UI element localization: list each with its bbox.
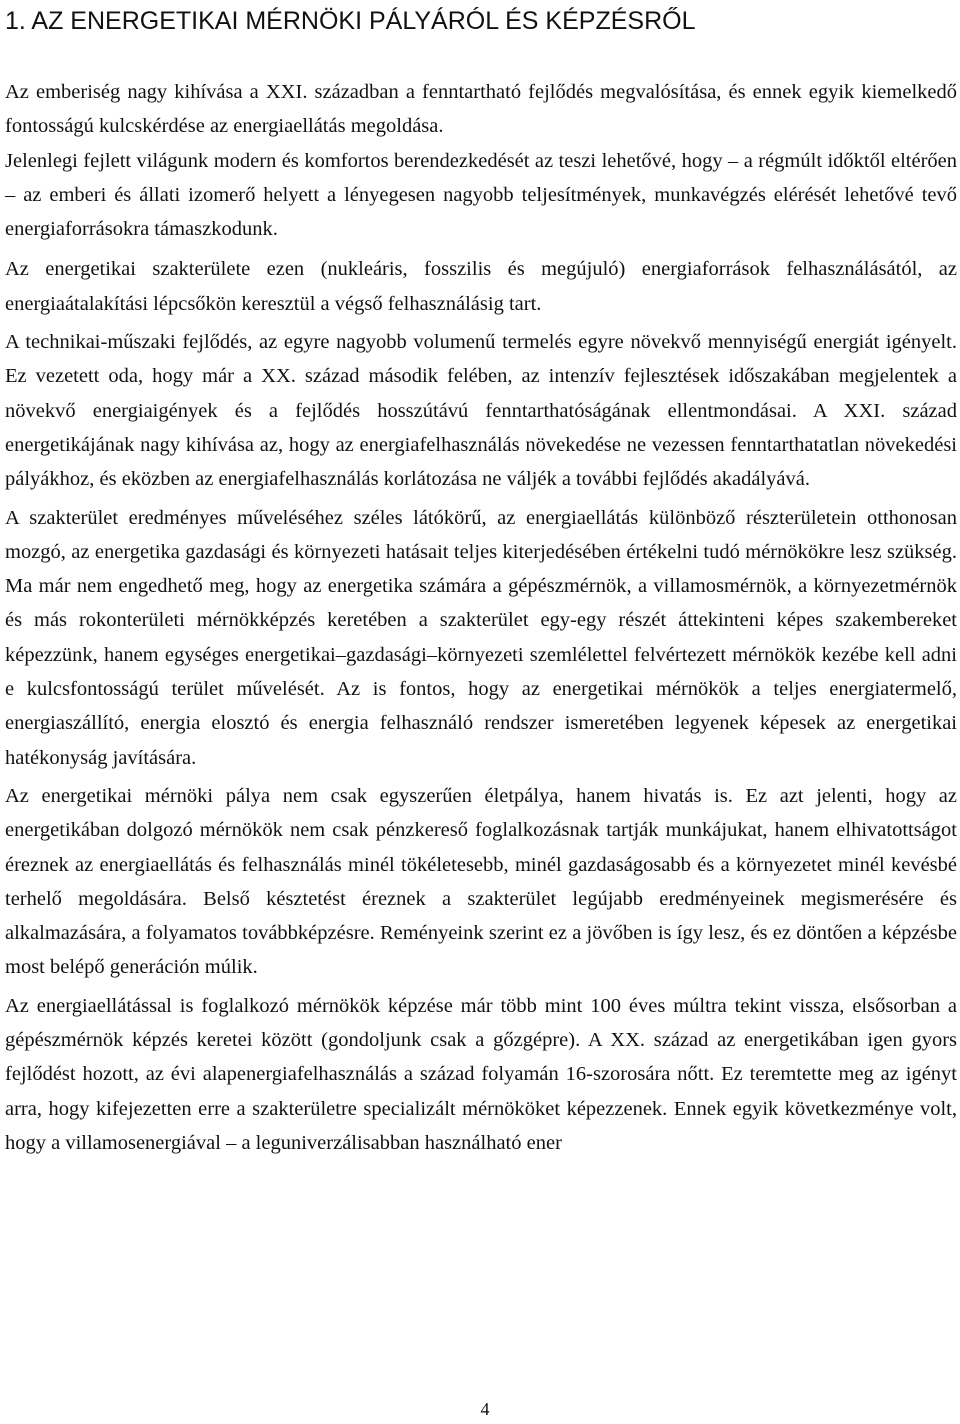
intro-block — [5, 75, 957, 246]
paragraph-engineers-needed: A szakterület eredményes műveléséhez széles látókörű, az energiaellátás különböző részterületein otthonosan mozgó, az energetika gazdasági és környezeti hatásait teljes kiterjedésében értékelni tudó mérnökökre lesz szükség. Ma már nem engedhető meg, hogy az energetika számára a gépészmérnök, a villamosmérnök, a környezetmérnök és más rokonterületi mérnökképzés keretében a szakterület egy-egy részét áttekinteni képes szakembereket képezzünk, hanem egységes energetikai–gazdasági–környezeti szemlélettel felvértezett mérnökök kezébe kell adni e kulcsfontosságú terület művelését. Az is fontos, hogy az energetikai mérnökök a teljes energiatermelő, energiaszállító, energia elosztó és energia felhasználó rendszer ismeretében legyenek képesek az energetikai hatékonyság javítására. — [5, 506, 957, 769]
paragraph-energy-field: Az energetikai szakterülete ezen (nukleáris, fosszilis és megújuló) energiaforrások felhasználásától, az energiaátalakítási lépcsőkön keresztül a végső felhasználásig tart. — [5, 258, 957, 315]
chapter-title: 1. AZ ENERGETIKAI MÉRNÖKI PÁLYÁRÓL ÉS KÉPZÉSRŐL — [5, 7, 696, 35]
body-text — [5, 75, 957, 1164]
document-page — [5, 0, 957, 1424]
paragraph-intro: Az emberiség nagy kihívása a XXI. században a fenntartható fejlődés megvalósítása, és ennek egyik kiemelkedő fontosságú kulcskérdése az energiaellátás megoldása. — [5, 81, 957, 138]
paragraph-technical-progress: A technikai-műszaki fejlődés, az egyre nagyobb volumenű termelés egyre növekvő mennyiségű energiát igényelt. Ez vezetett oda, hogy már a XX. század második felében, az intenzív fejlesztések időszakában megjelentek a növekvő energiaigények és a fejlődés hosszútávú fenntarthatóságának ellentmondásai. A XXI. század energetikájának nagy kihívása az, hogy az energiafelhasználás növekedése ne vezessen fenntarthatatlan növekedési pályákhoz, és eközben az energiafelhasználás korlátozása ne váljék a további fejlődés akadályává. — [5, 331, 957, 491]
paragraph-history: Az energiaellátással is foglalkozó mérnökök képzése már több mint 100 éves múltra tekint vissza, elsősorban a gépészmérnök képzés keretei között (gondoljunk csak a gőzgépre). A XX. század az energetikában igen gyors fejlődést hozott, az évi alapenergiafelhasználás a század folyamán 16-szorosára nőtt. Ez teremtette meg az igényt arra, hogy kifejezetten erre a szakterületre specializált mérnököket képezzenek. Ennek egyik következménye volt, hogy a villamosenergiával – a leguniverzálisabban használható ener — [5, 994, 957, 1154]
paragraph-modern-world: Jelenlegi fejlett világunk modern és komfortos berendezkedését az teszi lehetővé, hogy – a régmúlt időktől eltérően – az emberi és állati izomerő helyett a lényegesen nagyobb teljesítmények, munkavégzés elérését lehetővé tevő energiaforrásokra támaszkodunk. — [5, 149, 957, 241]
paragraph-vocation: Az energetikai mérnöki pálya nem csak egyszerűen életpálya, hanem hivatás is. Ez azt jelenti, hogy az energetikában dolgozó mérnökök nem csak pénzkereső foglalkozásnak tartják munkájukat, hanem elhivatottságot éreznek az energiaellátás és felhasználás minél tökéletesebb, minél gazdaságosabb és a környezetet minél kevésbé terhelő megoldására. Belső késztetést éreznek a szakterület legújabb eredményeinek megismerésére és alkalmazására, a folyamatos továbbképzésre. Reményeink szerint ez a jövőben is így lesz, és ez döntően a képzésbe most belépő generáción múlik. — [5, 784, 957, 979]
page-number: 4 — [480, 1399, 490, 1419]
